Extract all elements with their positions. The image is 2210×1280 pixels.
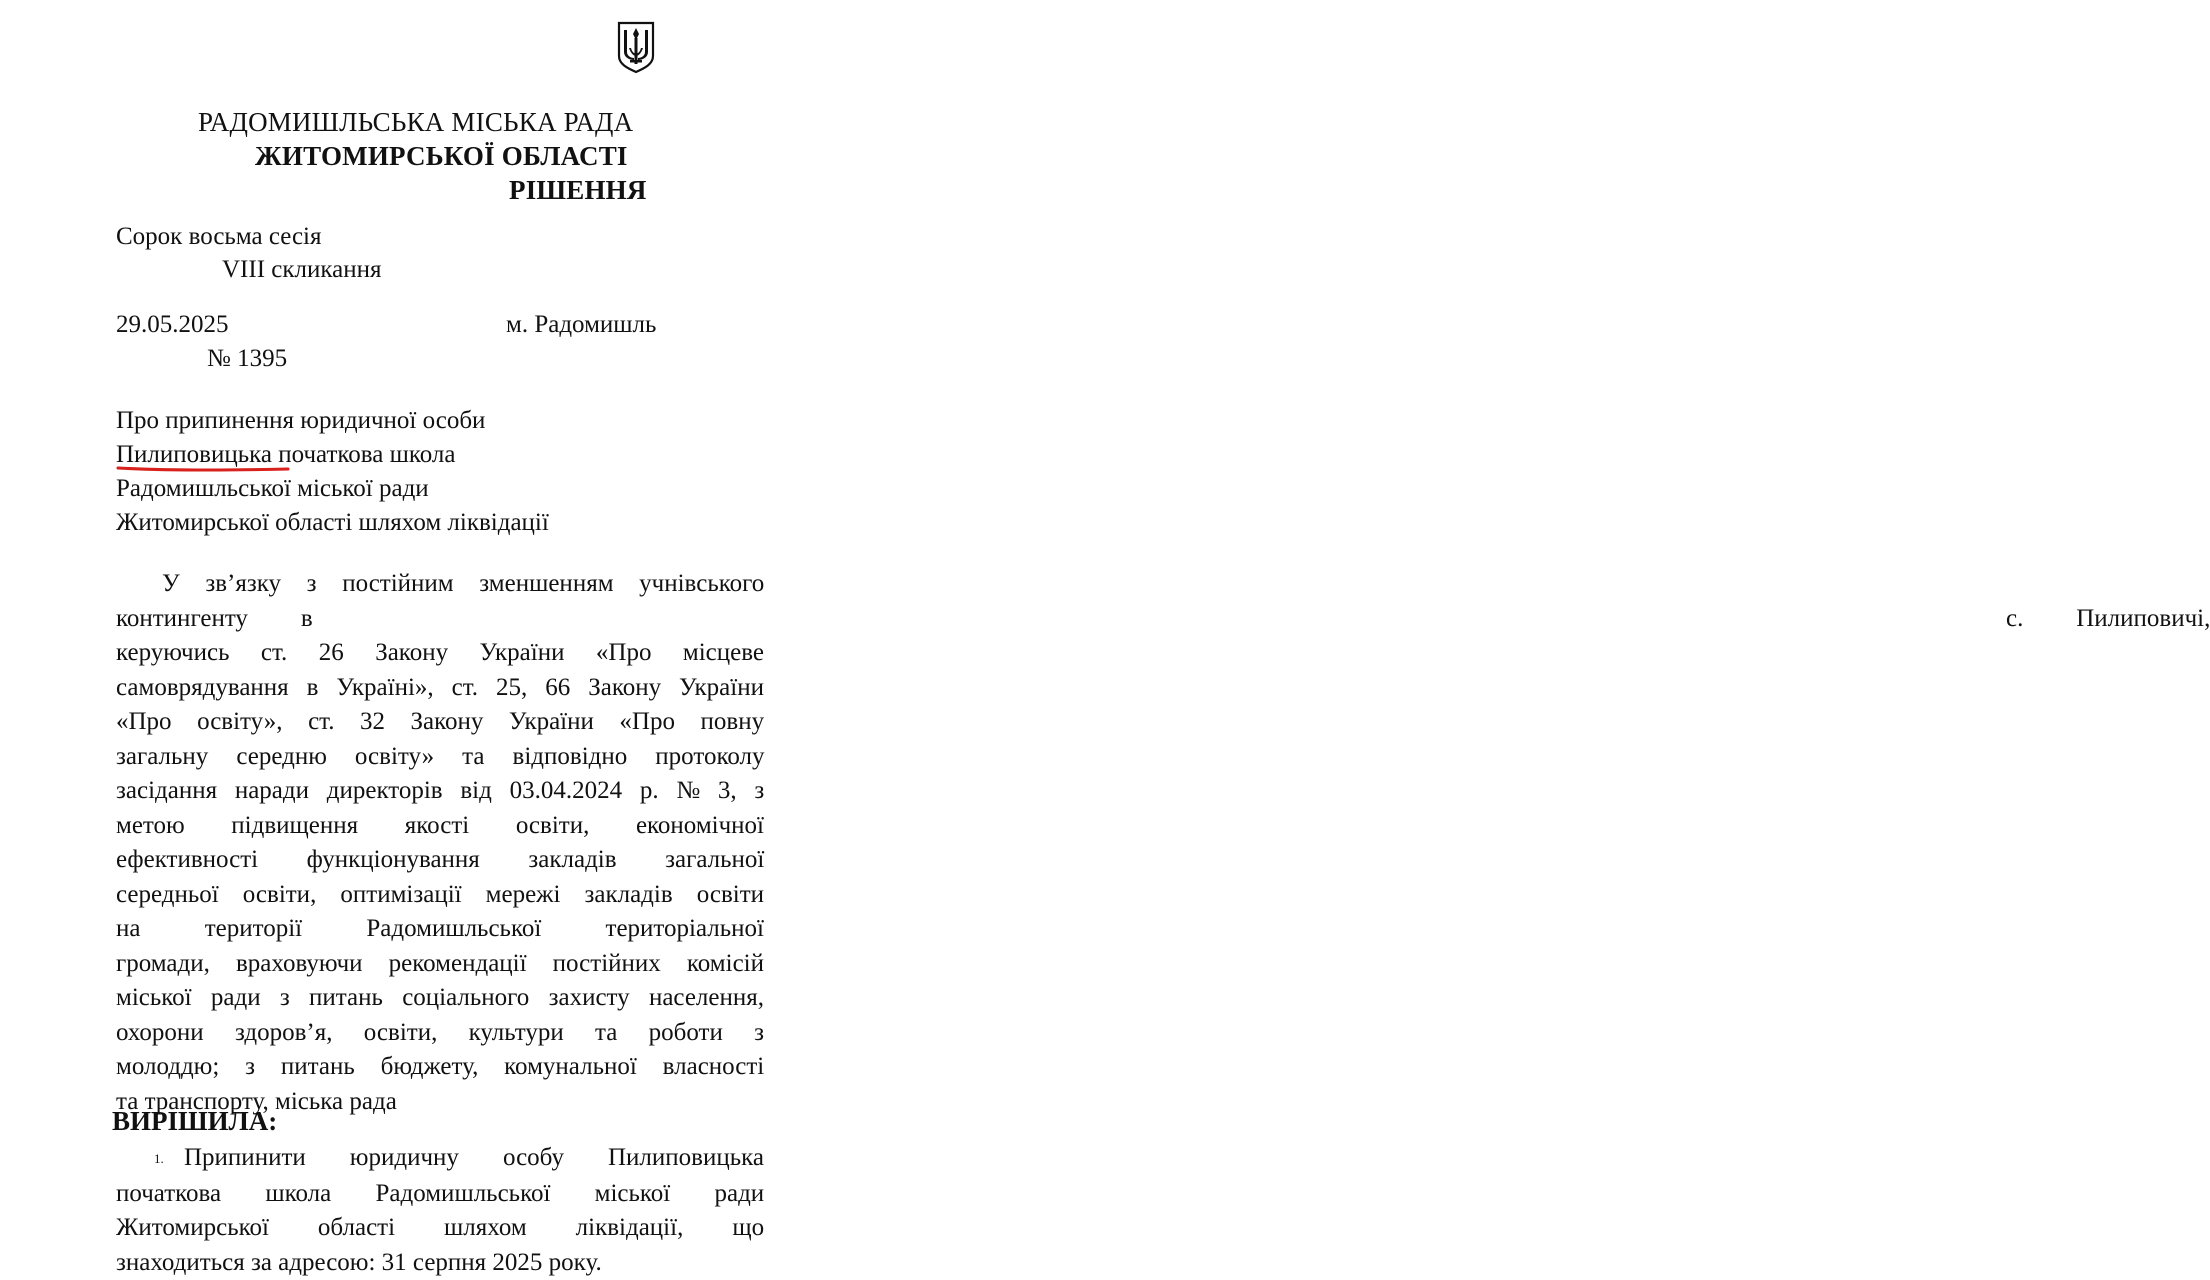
session-title: Сорок восьма сесія: [116, 223, 322, 250]
list-marker: 1.: [154, 1151, 164, 1167]
paragraph-line: ефективності функціонування закладів загальної: [116, 846, 765, 873]
subject-line: Пилиповицька початкова школа: [116, 441, 456, 468]
paragraph-line: міської ради з питань соціального захисту населення,: [116, 984, 764, 1011]
decision-heading: ВИРІШИЛА:: [112, 1106, 278, 1136]
item-line: знаходиться за адресою: 31 серпня 2025 року.: [116, 1248, 602, 1276]
council-name: РАДОМИШЛЬСЬКА МІСЬКА РАДА: [198, 107, 634, 137]
item-line: Житомирської області шляхом ліквідації, що: [116, 1214, 765, 1242]
subject-line: Радомишльської міської ради: [116, 475, 429, 502]
paragraph-line: та транспорту, міська рада: [116, 1087, 397, 1115]
paragraph-line: контингенту в с. Пилиповичі,: [116, 604, 2210, 632]
paragraph-line: У зв’язку з постійним зменшенням учнівського: [162, 570, 765, 597]
paragraph-line: громади, враховуючи рекомендації постійних комісій: [116, 949, 764, 977]
subject-line: Житомирської області шляхом ліквідації: [116, 509, 549, 536]
paragraph-line: молоддю; з питань бюджету, комунальної власності: [116, 1053, 765, 1080]
decision-date: 29.05.2025: [116, 311, 229, 338]
preamble-paragraph: [116, 567, 2210, 1119]
paragraph-line: засідання наради директорів від 03.04.2024 р. № 3, з: [116, 777, 765, 804]
paragraph-line: «Про освіту», ст. 32 Закону України «Про повну: [116, 708, 765, 735]
paragraph-line: на території Радомишльської територіальної: [116, 915, 764, 942]
trident-icon: [616, 20, 656, 74]
convocation: VIII скликання: [222, 256, 382, 283]
paragraph-line: самоврядування в Україні», ст. 25, 66 Закону України: [116, 673, 764, 701]
item-line: початкова школа Радомишльської міської ради: [116, 1179, 765, 1207]
paragraph-line: метою підвищення якості освіти, економічної: [116, 811, 764, 839]
decision-item-1: [116, 1141, 764, 1280]
item-line: Припинити юридичну особу Пилиповицька: [184, 1144, 764, 1171]
region-name: ЖИТОМИРСЬКОЇ ОБЛАСТІ: [255, 141, 628, 171]
paragraph-line: охорони здоров’я, освіти, культури та роботи з: [116, 1018, 764, 1046]
decision-number: № 1395: [207, 345, 288, 372]
paragraph-line: загальну середню освіту» та відповідно протоколу: [116, 742, 765, 770]
red-underline-mark: [116, 462, 291, 474]
paragraph-line: керуючись ст. 26 Закону України «Про місцеве: [116, 639, 764, 666]
document-type: РІШЕННЯ: [509, 175, 647, 205]
paragraph-line: середньої освіти, оптимізації мережі закладів освіти: [116, 880, 764, 908]
subject-line: Про припинення юридичної особи: [116, 407, 486, 434]
city: м. Радомишль: [506, 311, 657, 338]
